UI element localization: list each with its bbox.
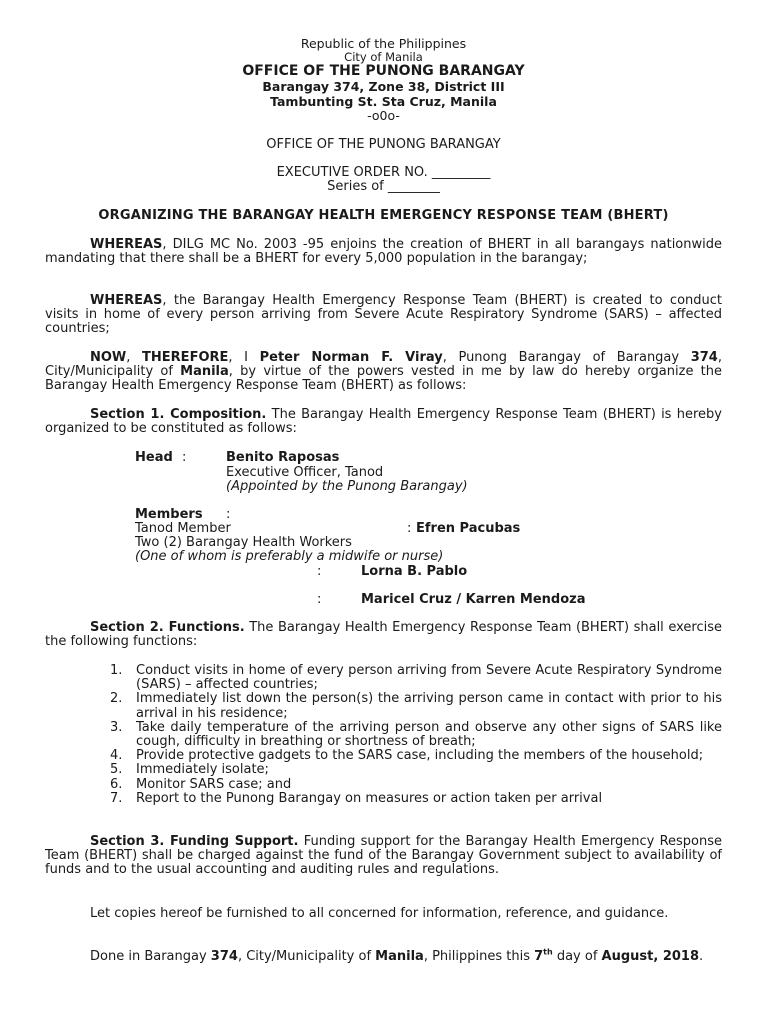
- members-colon: :: [226, 507, 231, 522]
- section-1-text: The Barangay Health Emergency Response Team (BHERT) is hereby organized to be constituted as follows:: [45, 407, 722, 437]
- city-line: City of Manila: [344, 50, 423, 64]
- list-item: [45, 792, 722, 806]
- item-text: Immediately isolate;: [136, 762, 269, 778]
- now-therefore-paragraph: [45, 351, 722, 394]
- section-1-paragraph: [45, 408, 722, 436]
- item-text: Report to the Punong Barangay on measures or action taken per arrival: [136, 790, 603, 806]
- list-item: [45, 763, 722, 777]
- head-label: Head: [135, 450, 173, 465]
- head-note: (Appointed by the Punong Barangay): [226, 479, 468, 494]
- text-fragment: .: [699, 949, 704, 964]
- series-line: Series of ________: [327, 179, 440, 194]
- section-2-text: The Barangay Health Emergency Response Team (BHERT) shall exercise the following functions:: [45, 620, 723, 650]
- whereas-text: , DILG MC No. 2003 -95 enjoins the creation of BHERT in all barangays nationwide mandating that there shall be a BHERT for every 5,000 population in the barangay;: [45, 237, 722, 267]
- item-number: 2.: [110, 691, 123, 707]
- text-fragment: , Punong Barangay of Barangay: [442, 350, 691, 365]
- section-3-heading: Section 3. Funding Support.: [90, 834, 299, 849]
- barangay-number: 374: [690, 350, 718, 365]
- punong-barangay-name: Peter Norman F. Viray: [259, 350, 443, 365]
- done-paragraph: [45, 947, 722, 964]
- item-number: 4.: [110, 748, 123, 764]
- item-text: Immediately list down the person(s) the arriving person came in contact with prior to his arrival in his residence;: [136, 691, 722, 721]
- item-text: Monitor SARS case; and: [136, 776, 292, 792]
- whereas-lead: WHEREAS: [90, 293, 163, 308]
- list-item: [45, 692, 722, 720]
- item-text: Take daily temperature of the arriving person and observe any other signs of SARS like cough, difficulty in breathing or shortness of breath;: [136, 719, 722, 750]
- city-name: Manila: [375, 949, 424, 964]
- day-number: 7: [534, 949, 544, 964]
- copies-paragraph: Let copies hereof be furnished to all concerned for information, reference, and guidance.: [90, 906, 669, 921]
- members-label: Members: [135, 507, 203, 522]
- therefore-lead: THEREFORE: [142, 350, 229, 365]
- tanod-member-colon: :: [407, 521, 412, 536]
- date-text: August, 2018: [601, 949, 700, 964]
- text-fragment: Done in Barangay: [90, 949, 211, 964]
- item-text: Conduct visits in home of every person arriving from Severe Acute Respiratory Syndrome (SARS) – affected countries;: [136, 663, 722, 693]
- section-2-paragraph: [45, 621, 722, 649]
- bhw-1-colon: :: [317, 564, 322, 579]
- tanod-member-label: Tanod Member: [135, 521, 231, 536]
- whereas-paragraph-2: [45, 294, 722, 337]
- whereas-lead: WHEREAS: [90, 237, 163, 252]
- list-item: [45, 664, 722, 692]
- list-item: [45, 778, 722, 792]
- tanod-member-name: Efren Pacubas: [416, 521, 521, 536]
- whereas-paragraph-1: [45, 238, 722, 266]
- head-colon: :: [182, 450, 187, 465]
- section-3-paragraph: [45, 835, 722, 878]
- letterhead: [45, 37, 722, 123]
- day-suffix: th: [543, 947, 553, 957]
- bhw-note: (One of whom is preferably a midwife or nurse): [135, 549, 444, 564]
- street-line: Tambunting St. Sta Cruz, Manila: [270, 94, 497, 109]
- text-fragment: , I: [228, 350, 260, 365]
- item-number: 1.: [110, 663, 123, 678]
- list-item: [45, 749, 722, 763]
- bhw-label: Two (2) Barangay Health Workers: [135, 535, 352, 550]
- item-number: 6.: [110, 776, 123, 792]
- city-name: Manila: [180, 364, 229, 380]
- now-lead: NOW: [90, 350, 127, 365]
- list-item: [45, 721, 722, 749]
- document-title: ORGANIZING THE BARANGAY HEALTH EMERGENCY RESPONSE TEAM (BHERT): [98, 208, 669, 223]
- bhw-2-name: Maricel Cruz / Karren Mendoza: [361, 592, 586, 607]
- barangay-line: Barangay 374, Zone 38, District III: [262, 79, 505, 94]
- item-text: Provide protective gadgets to the SARS case, including the members of the household;: [136, 748, 704, 764]
- text-fragment: , City/Municipality of: [45, 350, 722, 380]
- office-title: OFFICE OF THE PUNONG BARANGAY: [266, 137, 501, 152]
- item-number: 5.: [110, 762, 123, 778]
- whereas-text: , the Barangay Health Emergency Response Team (BHERT) is created to conduct visits in home of every person arriving from Severe Acute Respiratory Syndrome (SARS) – affected countries;: [45, 293, 722, 337]
- text-fragment: , City/Municipality of: [237, 949, 376, 964]
- section-2-heading: Section 2. Functions.: [90, 620, 245, 635]
- section-1-heading: Section 1. Composition.: [90, 407, 267, 422]
- head-role: Executive Officer, Tanod: [226, 465, 384, 480]
- separator: -o0o-: [367, 108, 400, 123]
- section-3-text: Funding support for the Barangay Health Emergency Response Team (BHERT) shall be charged against the fund of the Barangay Government subject to availability of funds and to the usual accounting and auditing rules and regulations.: [45, 834, 723, 878]
- text-fragment: , Philippines this: [423, 949, 535, 964]
- text-fragment: ,: [126, 350, 143, 365]
- text-fragment: day of: [552, 949, 602, 964]
- item-number: 3.: [110, 719, 123, 735]
- head-name: Benito Raposas: [226, 450, 340, 465]
- republic-line: Republic of the Philippines: [300, 36, 467, 51]
- text-fragment: , by virtue of the powers vested in me by law do hereby organize the Barangay Health Emergency Response Team (BHERT) as follows:: [45, 364, 722, 394]
- item-number: 7.: [110, 790, 123, 806]
- functions-list: [45, 664, 722, 806]
- barangay-number: 374: [210, 949, 238, 964]
- office-heading: OFFICE OF THE PUNONG BARANGAY: [242, 63, 525, 79]
- bhw-2-colon: :: [317, 592, 322, 607]
- bhw-1-name: Lorna B. Pablo: [361, 564, 468, 579]
- executive-order-number: EXECUTIVE ORDER NO. _________: [276, 165, 491, 180]
